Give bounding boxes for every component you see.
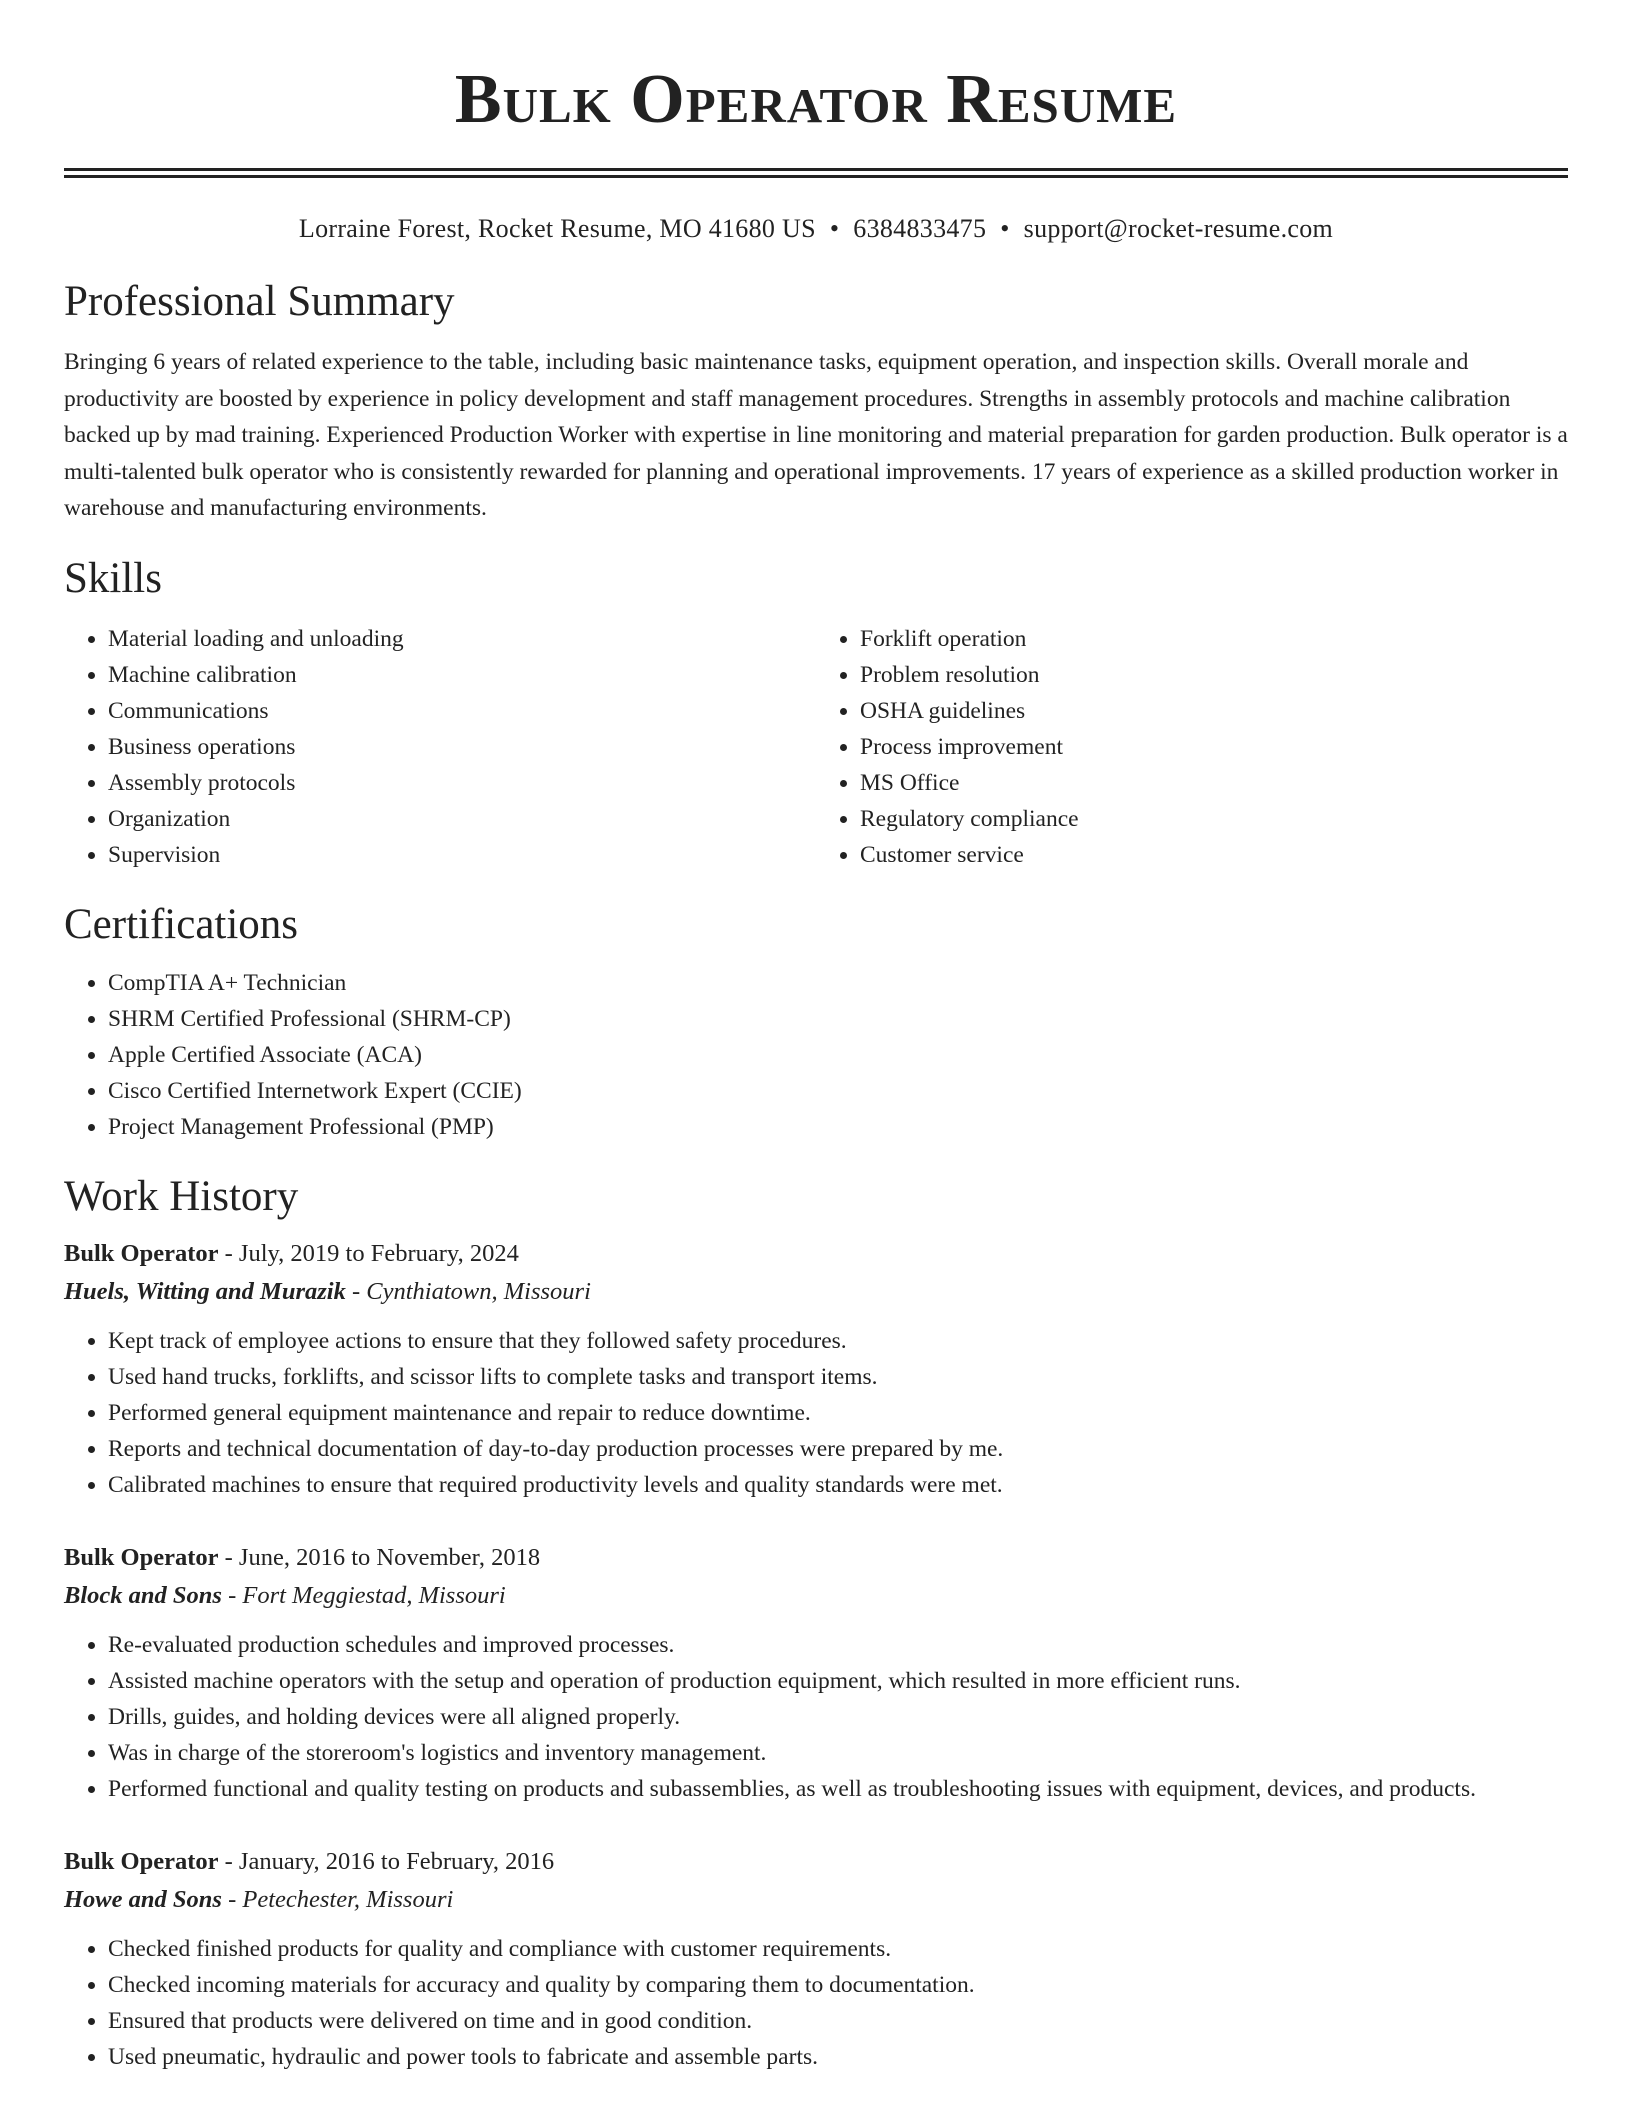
job-bullet: • Checked incoming materials for accuracy and quality by comparing them to documentation. (108, 1967, 1568, 2003)
certification-item: • CompTIA A+ Technician (108, 965, 1568, 1001)
job-company-line: Howe and Sons - Petechester, Missouri (64, 1885, 454, 1913)
skill-item: • Forklift operation (860, 621, 1568, 657)
job-dates: July, 2019 to February, 2024 (238, 1239, 519, 1267)
job-location: Fort Meggiestad, Missouri (242, 1581, 506, 1609)
job-bullet: • Was in charge of the storeroom's logistics and inventory management. (108, 1735, 1568, 1771)
skill-item: • Material loading and unloading (108, 621, 816, 657)
job-title-line: Bulk Operator - June, 2016 to November, 2018 (64, 1543, 541, 1571)
job-title-line: Bulk Operator - January, 2016 to February, 2016 (64, 1847, 555, 1875)
skill-item: • Communications (108, 693, 816, 729)
contact-phone: 6384833475 (853, 214, 987, 243)
certification-item: • Project Management Professional (PMP) (108, 1109, 1568, 1145)
work-history-heading: Work History (64, 1172, 299, 1220)
certifications-heading: Certifications (64, 900, 299, 948)
certifications-list (64, 965, 1568, 1145)
job-entry (64, 1843, 1568, 2075)
summary-text: Bringing 6 years of related experience to the table, including basic maintenance tasks, equipment operation, and inspection skills. Overall morale and productivity are boosted by experience in policy development and staff management procedures. Strengths in assembly protocols and machine calibration backed up by mad training. Experienced Production Worker with expertise in line monitoring and material preparation for garden production. Bulk operator is a multi-talented bulk operator who is consistently rewarded for planning and operational improvements. 17 years of experience as a skilled production worker in warehouse and manufacturing environments. (64, 349, 1568, 521)
job-bullet: • Performed functional and quality testing on products and subassemblies, as well as troubleshooting issues with equipment, devices, and products. (108, 1771, 1568, 1807)
skill-item: • Machine calibration (108, 657, 816, 693)
skill-item: • MS Office (860, 765, 1568, 801)
skill-item: • Organization (108, 801, 816, 837)
contact-address: Lorraine Forest, Rocket Resume, MO 41680 US (298, 214, 816, 243)
certification-item: • SHRM Certified Professional (SHRM-CP) (108, 1001, 1568, 1037)
skill-item: • Regulatory compliance (860, 801, 1568, 837)
skill-item: • Business operations (108, 729, 816, 765)
job-role: Bulk Operator (64, 1847, 219, 1875)
job-bullet: • Assisted machine operators with the setup and operation of production equipment, which resulted in more efficient runs. (108, 1663, 1568, 1699)
contact-separator: • (829, 214, 840, 243)
certification-item: • Cisco Certified Internetwork Expert (CCIE) (108, 1073, 1568, 1109)
skill-item: • OSHA guidelines (860, 693, 1568, 729)
job-bullet: • Drills, guides, and holding devices were all aligned properly. (108, 1699, 1568, 1735)
job-bullet: • Performed general equipment maintenance and repair to reduce downtime. (108, 1395, 1568, 1431)
job-bullet: • Kept track of employee actions to ensure that they followed safety procedures. (108, 1323, 1568, 1359)
contact-email: support@rocket-resume.com (1023, 214, 1334, 243)
job-location: Cynthiatown, Missouri (366, 1277, 591, 1305)
job-role: Bulk Operator (64, 1543, 219, 1571)
job-bullet: • Ensured that products were delivered on time and in good condition. (108, 2003, 1568, 2039)
skills-right-column (816, 621, 1568, 873)
job-bullet: • Re-evaluated production schedules and improved processes. (108, 1627, 1568, 1663)
skill-item: • Assembly protocols (108, 765, 816, 801)
skills-heading: Skills (64, 554, 162, 602)
job-dates: June, 2016 to November, 2018 (238, 1543, 541, 1571)
job-company: Howe and Sons (64, 1885, 222, 1913)
skill-item: • Customer service (860, 837, 1568, 873)
skills-left-column (64, 621, 816, 873)
job-company: Huels, Witting and Murazik (64, 1277, 346, 1305)
resume-page (64, 0, 1568, 2075)
job-dates: January, 2016 to February, 2016 (238, 1847, 555, 1875)
skill-item: • Problem resolution (860, 657, 1568, 693)
job-bullet: • Used pneumatic, hydraulic and power tools to fabricate and assemble parts. (108, 2039, 1568, 2075)
job-title-line: Bulk Operator - July, 2019 to February, 2024 (64, 1239, 519, 1267)
title-divider (64, 168, 1568, 178)
job-role: Bulk Operator (64, 1239, 219, 1267)
job-bullets (64, 1931, 1568, 2075)
job-location: Petechester, Missouri (242, 1885, 454, 1913)
job-bullet: • Checked finished products for quality and compliance with customer requirements. (108, 1931, 1568, 1967)
skill-item: • Process improvement (860, 729, 1568, 765)
contact-line (64, 212, 1568, 246)
job-bullets (64, 1323, 1568, 1503)
job-entry (64, 1539, 1568, 1807)
job-bullets (64, 1627, 1568, 1807)
job-bullet: • Used hand trucks, forklifts, and scissor lifts to complete tasks and transport items. (108, 1359, 1568, 1395)
summary-heading: Professional Summary (64, 278, 455, 325)
job-company: Block and Sons (64, 1581, 222, 1609)
contact-separator: • (1000, 214, 1010, 243)
job-bullet: • Reports and technical documentation of day-to-day production processes were prepared by me. (108, 1431, 1568, 1467)
job-bullet: • Calibrated machines to ensure that required productivity levels and quality standards were met. (108, 1467, 1568, 1503)
job-company-line: Huels, Witting and Murazik - Cynthiatown, Missouri (64, 1277, 591, 1305)
job-company-line: Block and Sons - Fort Meggiestad, Missouri (64, 1581, 506, 1609)
resume-title: Bulk Operator Resume (454, 61, 1178, 138)
job-entry (64, 1235, 1568, 1503)
skill-item: • Supervision (108, 837, 816, 873)
skills-list (64, 621, 1568, 873)
certification-item: • Apple Certified Associate (ACA) (108, 1037, 1568, 1073)
